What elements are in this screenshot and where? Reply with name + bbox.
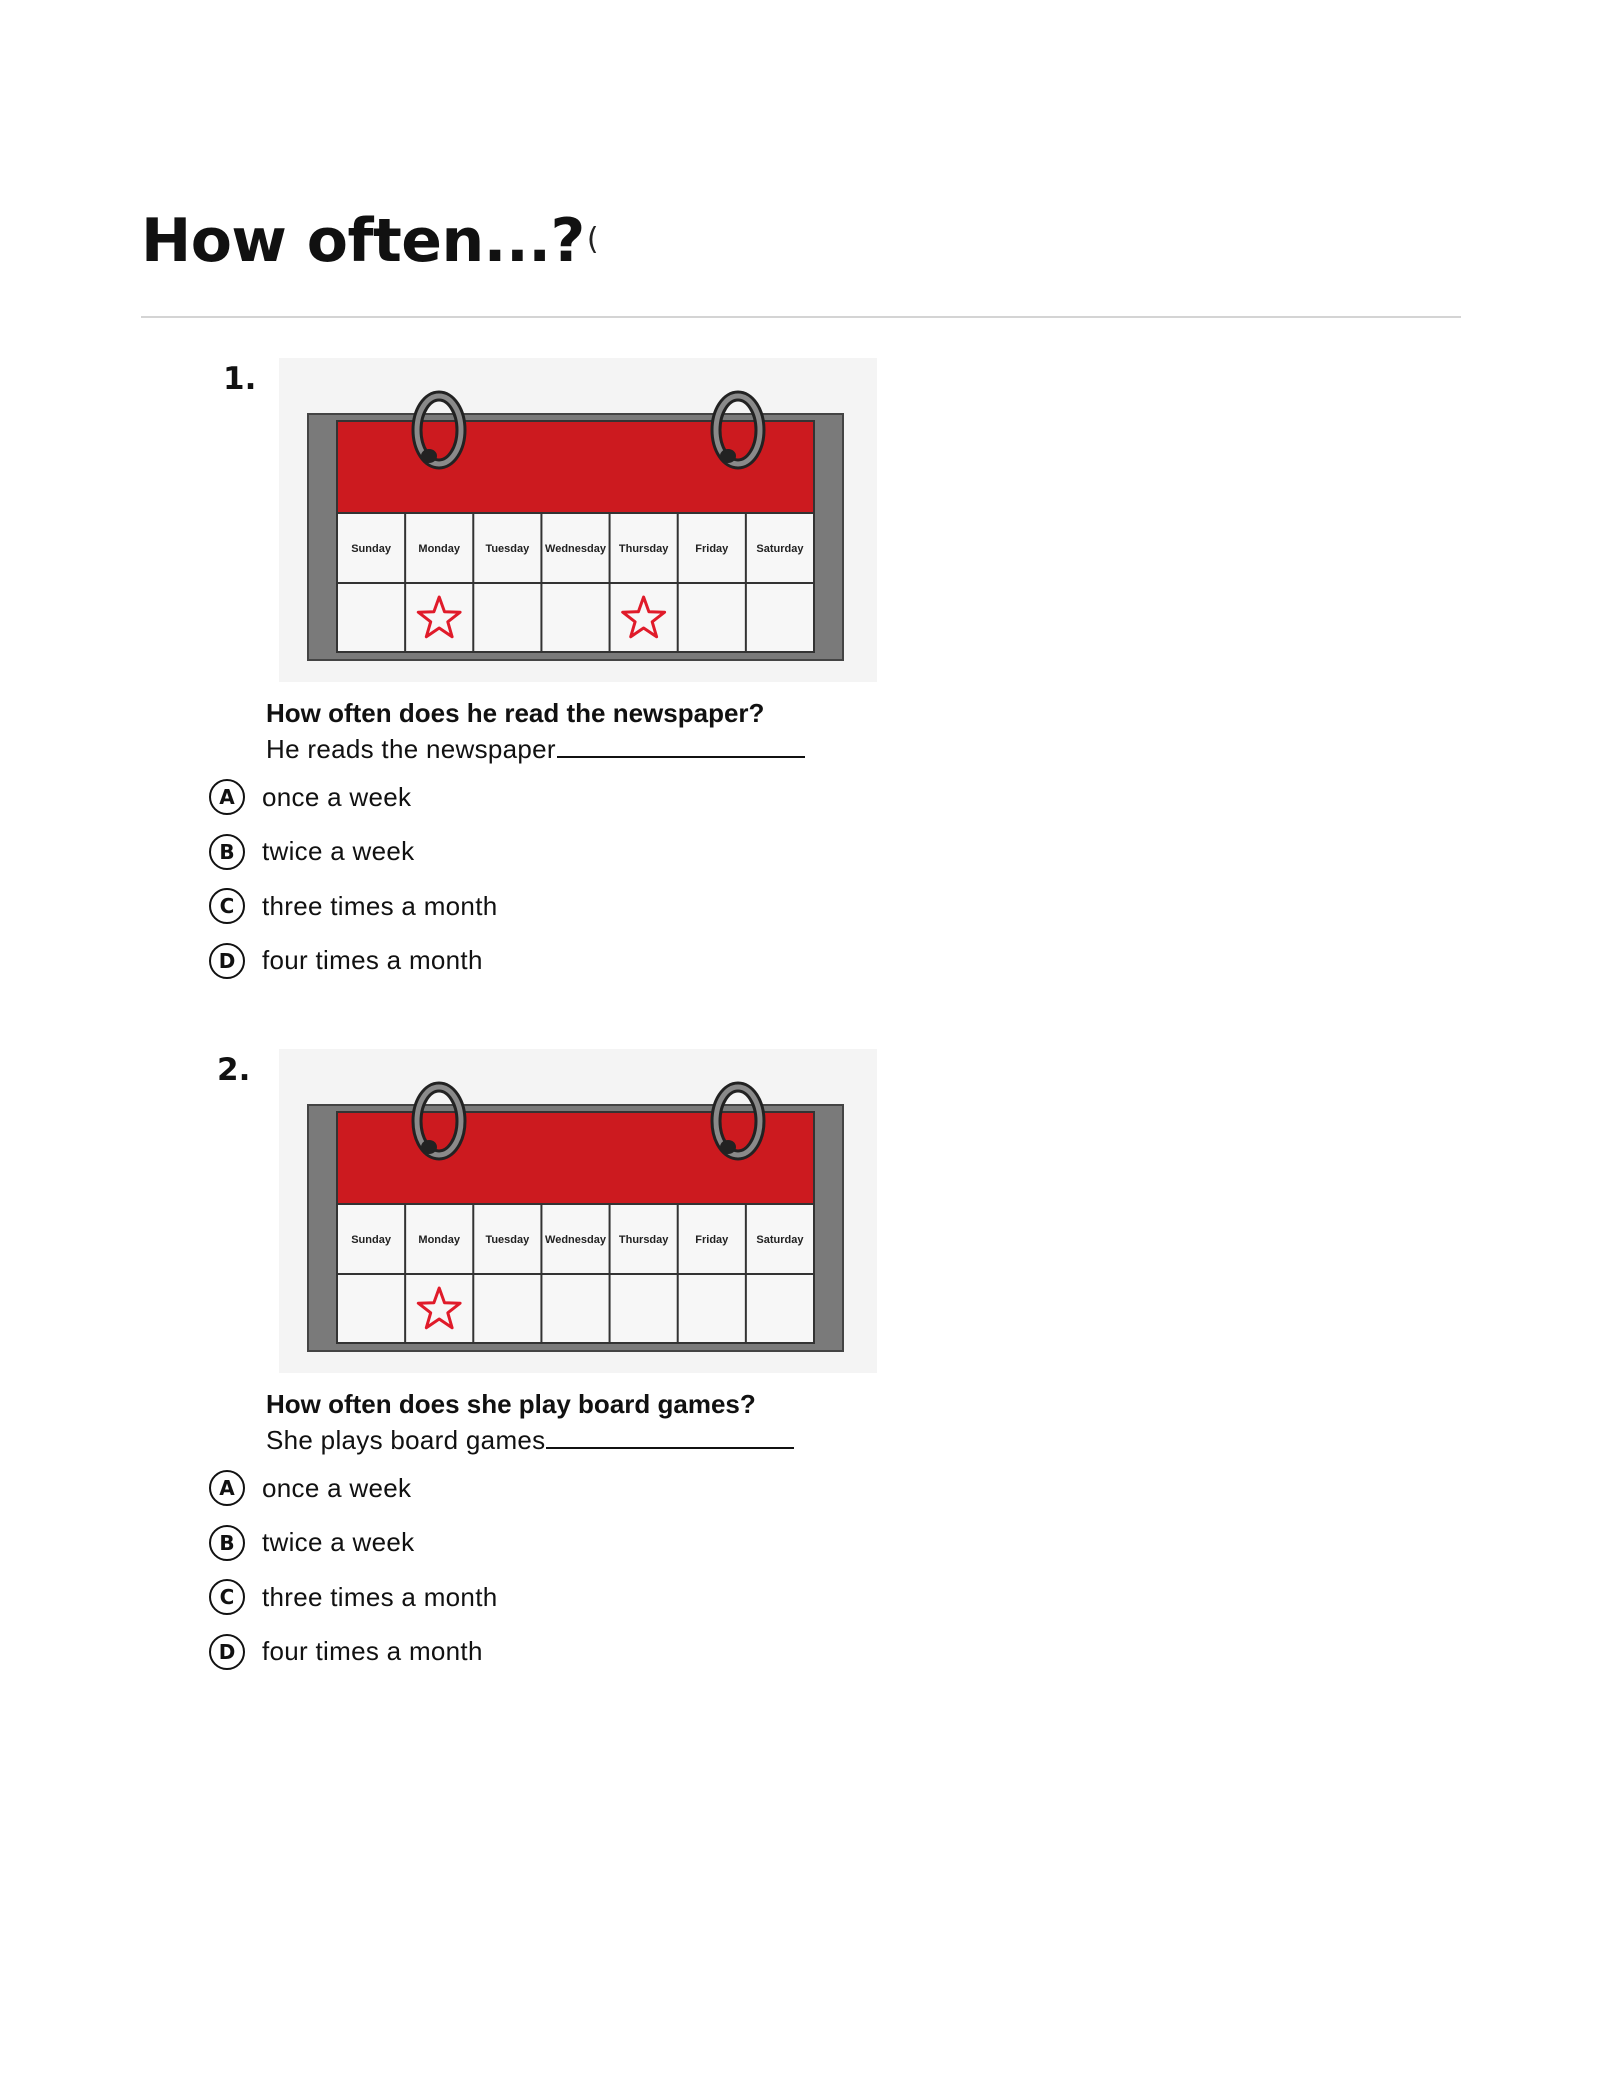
calendar-day-label: Wednesday <box>545 543 606 555</box>
calendar-svg <box>279 1049 877 1373</box>
binder-ring-hole <box>421 1140 437 1154</box>
page-title-text: How often...? <box>141 206 585 276</box>
calendar-day-label: Friday <box>695 1234 729 1246</box>
option-letter-badge: D <box>209 943 245 979</box>
option-text: four times a month <box>262 1636 483 1666</box>
option-text: three times a month <box>262 1581 498 1612</box>
calendar-day-label: Tuesday <box>485 543 530 555</box>
title-stray-mark: ( <box>586 222 599 257</box>
binder-ring-hole <box>720 449 736 463</box>
option-text: once a week <box>262 781 412 812</box>
question-number: 2. <box>217 1052 251 1088</box>
calendar-image <box>279 1049 877 1373</box>
option-letter-badge: A <box>209 1470 245 1506</box>
calendar-day-label: Sunday <box>351 543 391 555</box>
calendar-day-label: Thursday <box>618 1234 669 1246</box>
option-d[interactable] <box>209 942 497 980</box>
question-number: 1. <box>223 361 257 397</box>
option-text: twice a week <box>262 836 415 866</box>
option-text: twice a week <box>262 1527 415 1557</box>
calendar-day-label: Sunday <box>351 1234 391 1246</box>
binder-ring-hole <box>421 449 437 463</box>
calendar-day-label: Monday <box>418 1234 460 1246</box>
answer-options <box>209 1469 497 1687</box>
sentence-text: He reads the newspaper <box>266 734 556 764</box>
option-b[interactable] <box>209 1524 497 1562</box>
calendar-day-label: Tuesday <box>485 1234 530 1246</box>
calendar-svg <box>279 358 877 682</box>
option-c[interactable] <box>209 1578 497 1616</box>
answer-blank <box>557 734 805 758</box>
answer-options <box>209 778 497 996</box>
option-text: three times a month <box>262 890 498 921</box>
answer-sentence <box>266 1425 794 1456</box>
option-text: four times a month <box>262 945 483 975</box>
option-letter-badge: D <box>209 1634 245 1670</box>
option-b[interactable] <box>209 833 497 871</box>
option-letter-badge: B <box>209 1525 245 1561</box>
calendar-day-label: Saturday <box>756 1234 804 1246</box>
option-c[interactable] <box>209 887 497 925</box>
option-letter-badge: C <box>209 1579 245 1615</box>
calendar-image <box>279 358 877 682</box>
calendar-day-label: Wednesday <box>545 1234 606 1246</box>
option-text: once a week <box>262 1472 412 1503</box>
option-a[interactable] <box>209 778 497 816</box>
question-prompt: How often does he read the newspaper? <box>266 698 765 728</box>
option-letter-badge: A <box>209 779 245 815</box>
option-d[interactable] <box>209 1633 497 1671</box>
option-a[interactable] <box>209 1469 497 1507</box>
answer-blank <box>546 1425 794 1449</box>
answer-sentence <box>266 734 805 765</box>
calendar-day-label: Thursday <box>618 543 669 555</box>
calendar-day-label: Friday <box>695 543 729 555</box>
question-2 <box>0 1049 1600 1729</box>
option-letter-badge: B <box>209 834 245 870</box>
title-divider <box>141 316 1461 318</box>
page-title <box>141 206 598 276</box>
calendar-day-label: Saturday <box>756 543 804 555</box>
question-prompt: How often does she play board games? <box>266 1389 756 1419</box>
calendar-day-label: Monday <box>418 543 460 555</box>
question-1 <box>0 358 1600 1038</box>
option-letter-badge: C <box>209 888 245 924</box>
sentence-text: She plays board games <box>266 1425 546 1455</box>
binder-ring-hole <box>720 1140 736 1154</box>
